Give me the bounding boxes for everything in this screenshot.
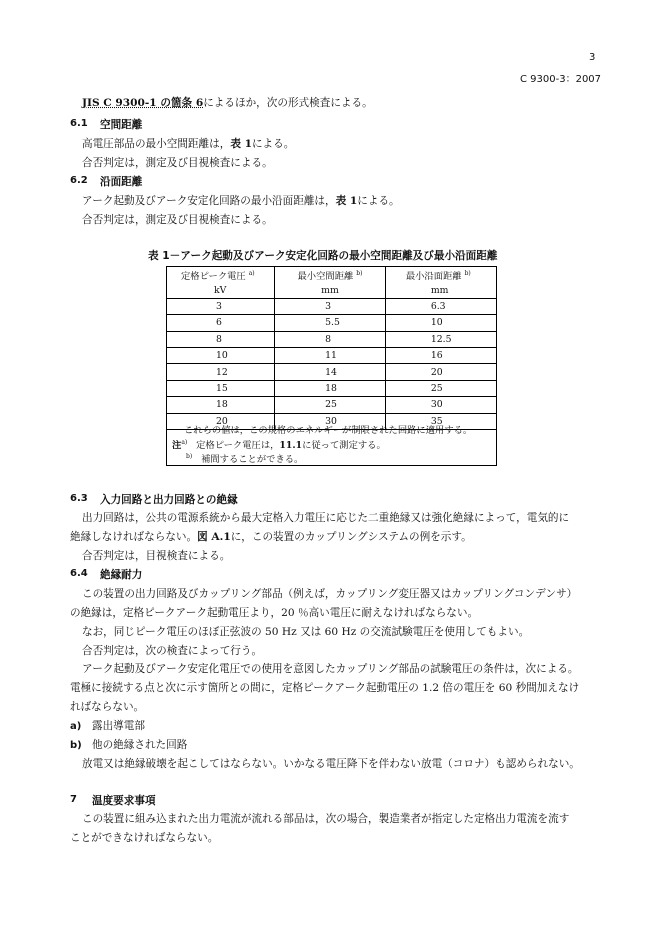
text-span: による。 xyxy=(357,195,400,207)
clause-reference: 11.1 xyxy=(279,440,303,451)
text-span: 高電圧部品の最小空間距離は， xyxy=(82,138,231,150)
section-6-3-number: 6.3 xyxy=(70,493,88,504)
table-row xyxy=(167,347,497,363)
table-row xyxy=(167,315,497,331)
table-1 xyxy=(166,266,497,430)
table-cell: 20 xyxy=(167,413,275,429)
unit-cell: mm xyxy=(385,282,496,298)
section-6-3-p1-line1: 出力回路は，公共の電源系統から最大定格入力電圧に応じた二重絶縁又は強化絶縁によって，電気的に xyxy=(82,512,570,524)
table-row xyxy=(167,397,497,413)
table-cell: 12 xyxy=(167,364,275,380)
table-cell: 30 xyxy=(275,413,386,429)
table-cell: 5.5 xyxy=(275,315,386,331)
figure-reference: 図 A.1 xyxy=(197,531,231,543)
text-span: 絶縁しなければならない。 xyxy=(70,531,198,543)
section-6-3-p2: 合否判定は，目視検査による。 xyxy=(82,550,231,562)
table-cell: 6.3 xyxy=(385,298,496,314)
intro-paragraph xyxy=(82,96,373,110)
header-cell xyxy=(167,267,275,283)
table-cell: 35 xyxy=(385,413,496,429)
header-label: 最小沿面距離 xyxy=(405,270,462,282)
text-span: 定格ピーク電圧は， xyxy=(196,440,280,451)
section-6-4-p4-line3: ればならない。 xyxy=(70,701,145,713)
section-6-1-title: 空間距離 xyxy=(100,119,143,131)
table-unit-row xyxy=(167,282,497,298)
section-6-4-p4-line2: 電極に接続する点と次に示す箇所との間に，定格ピークアーク起動電圧の 1.2 倍の電圧を 60 秒間加えなけ xyxy=(70,682,580,694)
table-cell: 25 xyxy=(385,380,496,396)
header-cell xyxy=(275,267,386,283)
section-7-number: 7 xyxy=(70,794,77,805)
list-item xyxy=(70,719,81,734)
list-item-text: 他の絶縁された回路 xyxy=(92,739,188,751)
section-7-line1: この装置に組み込まれた出力電流が流れる部品は，次の場合，製造業者が指定した定格出力電流を流す xyxy=(82,813,570,825)
table-cell: 8 xyxy=(275,331,386,347)
section-7-title: 温度要求事項 xyxy=(92,795,156,807)
table-cell: 20 xyxy=(385,364,496,380)
header-cell xyxy=(385,267,496,283)
section-6-4-p1-line2: の絶縁は，定格ピークアーク起動電圧より，20 ％高い電圧に耐えなければならない。 xyxy=(70,607,479,619)
text-span: 補間することができる。 xyxy=(201,454,304,465)
footnote-mark: a) xyxy=(181,438,188,446)
table-reference: 表 1 xyxy=(230,138,252,150)
intro-text: によるほか，次の形式検査による。 xyxy=(203,97,373,109)
section-6-4-number: 6.4 xyxy=(70,568,88,579)
list-item-text: 露出導電部 xyxy=(92,720,145,732)
section-6-3-p1-line2 xyxy=(70,530,472,544)
section-6-4-p5: 放電又は絶縁破壊を起こしてはならない。いかなる電圧降下を伴わない放電（コロナ）も認められない。 xyxy=(82,758,580,770)
section-6-1-number: 6.1 xyxy=(70,118,88,129)
table-1-caption: 表 1－アーク起動及びアーク安定化回路の最小空間距離及び最小沿面距離 xyxy=(148,250,498,262)
text-span: アーク起動及びアーク安定化回路の最小沿面距離は， xyxy=(82,195,336,207)
table-cell: 10 xyxy=(167,347,275,363)
unit-cell: mm xyxy=(275,282,386,298)
section-6-1-line2: 合否判定は，測定及び目視検査による。 xyxy=(82,157,273,169)
table-cell: 25 xyxy=(275,397,386,413)
table-header-row xyxy=(167,267,497,283)
table-row xyxy=(167,331,497,347)
table-cell: 3 xyxy=(167,298,275,314)
table-cell: 12.5 xyxy=(385,331,496,347)
section-7-line2: ことができなければならない。 xyxy=(70,832,219,844)
table-row xyxy=(167,298,497,314)
list-marker: a) xyxy=(70,721,82,732)
table-cell: 10 xyxy=(385,315,496,331)
standard-id: C 9300-3：2007 xyxy=(520,74,602,85)
section-6-2-number: 6.2 xyxy=(70,175,88,186)
section-6-4-p1-line1: この装置の出力回路及びカップリング部品（例えば，カップリング変圧器又はカップリングコンデンサ） xyxy=(82,588,578,600)
section-6-4-p3: 合否判定は，次の検査によって行う。 xyxy=(82,645,263,657)
table-cell: 6 xyxy=(167,315,275,331)
table-cell: 11 xyxy=(275,347,386,363)
list-item xyxy=(70,738,82,753)
section-6-4-p4-line1: アーク起動及びアーク安定化電圧での使用を意図したカップリング部品の試験電圧の条件は，次による。 xyxy=(82,663,579,675)
footnote-mark: b) xyxy=(356,269,363,277)
footnote-mark: b) xyxy=(186,452,193,460)
note-a xyxy=(172,437,386,451)
text-span: による。 xyxy=(251,138,295,150)
unit-cell: kV xyxy=(167,282,275,298)
list-marker: b) xyxy=(70,740,82,751)
table-row xyxy=(167,380,497,396)
section-6-2-line2: 合否判定は，測定及び目視検査による。 xyxy=(82,214,273,226)
section-6-3-title: 入力回路と出力回路との絶縁 xyxy=(100,494,238,506)
table-cell: 18 xyxy=(167,397,275,413)
table-cell: 30 xyxy=(385,397,496,413)
table-cell: 16 xyxy=(385,347,496,363)
text-span: に従って測定する。 xyxy=(302,440,386,451)
table-row xyxy=(167,364,497,380)
table-1-notes xyxy=(166,419,497,466)
header-label: 定格ピーク電圧 xyxy=(181,270,246,282)
table-reference: 表 1 xyxy=(335,195,358,207)
section-6-1-line1 xyxy=(82,137,294,151)
table-cell: 8 xyxy=(167,331,275,347)
note-b xyxy=(186,451,303,465)
note-main: これらの値は，この規格のエネルギーが制限された回路に適用する。 xyxy=(184,425,473,436)
table-cell: 3 xyxy=(275,298,386,314)
section-6-4-p2: なお，同じピーク電圧のほぼ正弦波の 50 Hz 又は 60 Hz の交流試験電圧を使用してもよい。 xyxy=(82,626,530,638)
section-6-4-title: 絶縁耐力 xyxy=(100,569,143,581)
header-label: 最小空間距離 xyxy=(297,270,354,282)
table-cell: 18 xyxy=(275,380,386,396)
table-cell: 15 xyxy=(167,380,275,396)
note-label: 注 xyxy=(172,440,182,451)
section-6-2-title: 沿面距離 xyxy=(100,176,143,188)
section-6-2-line1 xyxy=(82,194,400,208)
table-cell: 14 xyxy=(275,364,386,380)
page-number: 3 xyxy=(589,52,596,63)
footnote-mark: a) xyxy=(248,269,255,277)
footnote-mark: b) xyxy=(464,269,471,277)
text-span: に，この装置のカップリングシステムの例を示す。 xyxy=(230,531,472,543)
intro-reference: JIS C 9300-1 の箇条 6 xyxy=(82,97,204,109)
